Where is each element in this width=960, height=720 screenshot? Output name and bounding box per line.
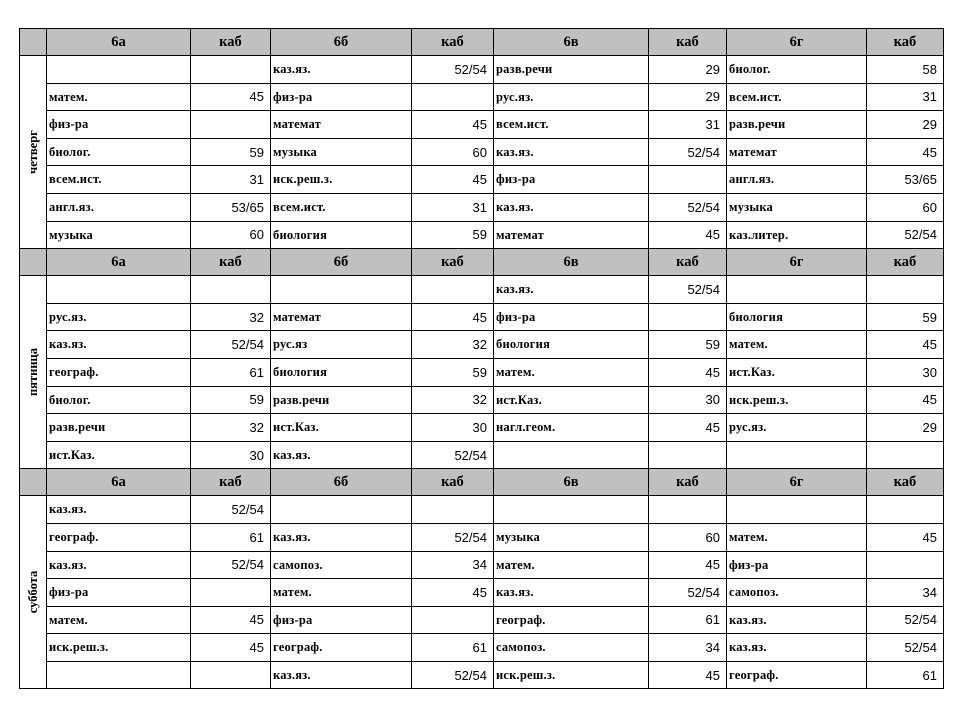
subject-cell: каз.яз. [727, 634, 867, 662]
subject-cell: ист.Каз. [727, 358, 867, 386]
subject-cell [727, 441, 867, 469]
subject-cell: каз.яз. [271, 441, 412, 469]
room-cell: 45 [867, 523, 944, 551]
subject-cell: биология [271, 221, 412, 249]
subject-cell: биология [494, 331, 649, 359]
table-row [20, 634, 944, 662]
room-cell: 59 [649, 331, 727, 359]
table-row [20, 386, 944, 414]
subject-cell [494, 441, 649, 469]
header-row [20, 249, 944, 276]
subject-cell: матем. [727, 331, 867, 359]
class-header: 6а [47, 29, 191, 56]
header-row [20, 469, 944, 496]
room-cell: 59 [867, 303, 944, 331]
room-header: каб [649, 29, 727, 56]
subject-cell [271, 276, 412, 304]
subject-cell: рус.яз [271, 331, 412, 359]
subject-cell: матем. [494, 551, 649, 579]
room-cell: 59 [412, 358, 494, 386]
room-cell: 52/54 [412, 523, 494, 551]
class-header: 6б [271, 29, 412, 56]
table-row [20, 56, 944, 84]
room-cell [867, 551, 944, 579]
table-row [20, 551, 944, 579]
room-header: каб [191, 249, 271, 276]
subject-cell: каз.яз. [47, 331, 191, 359]
room-cell: 45 [412, 579, 494, 607]
room-cell: 45 [649, 661, 727, 689]
room-cell [412, 83, 494, 111]
room-header: каб [867, 29, 944, 56]
subject-cell: иск.реш.з. [494, 661, 649, 689]
room-cell: 53/65 [867, 166, 944, 194]
table-row [20, 138, 944, 166]
room-cell: 30 [649, 386, 727, 414]
room-cell: 32 [191, 414, 271, 442]
subject-cell: географ. [47, 358, 191, 386]
room-cell: 52/54 [649, 138, 727, 166]
subject-cell: всем.ист. [727, 83, 867, 111]
room-cell: 34 [412, 551, 494, 579]
room-cell: 61 [412, 634, 494, 662]
room-cell: 32 [412, 331, 494, 359]
subject-cell: рус.яз. [494, 83, 649, 111]
room-header: каб [412, 249, 494, 276]
table-row [20, 661, 944, 689]
room-cell: 60 [649, 523, 727, 551]
room-cell: 34 [867, 579, 944, 607]
room-cell: 52/54 [867, 606, 944, 634]
table-row [20, 303, 944, 331]
table-row [20, 496, 944, 524]
room-cell: 45 [867, 331, 944, 359]
room-cell: 52/54 [191, 331, 271, 359]
table-row [20, 331, 944, 359]
subject-cell [727, 276, 867, 304]
room-cell: 32 [412, 386, 494, 414]
subject-cell: ист.Каз. [47, 441, 191, 469]
table-row [20, 276, 944, 304]
table-row [20, 414, 944, 442]
day-label: четверг [25, 130, 40, 174]
room-cell: 58 [867, 56, 944, 84]
room-cell [412, 276, 494, 304]
room-cell: 52/54 [412, 661, 494, 689]
room-header: каб [191, 469, 271, 496]
subject-cell: матем. [47, 83, 191, 111]
room-cell [867, 496, 944, 524]
room-cell: 31 [412, 193, 494, 221]
day-label: суббота [25, 571, 40, 614]
subject-cell: всем.ист. [494, 111, 649, 139]
subject-cell: музыка [494, 523, 649, 551]
room-cell [649, 166, 727, 194]
subject-cell: физ-ра [727, 551, 867, 579]
table-row [20, 166, 944, 194]
subject-cell: разв.речи [47, 414, 191, 442]
day-cell [20, 56, 47, 249]
room-cell: 45 [191, 83, 271, 111]
subject-cell: всем.ист. [47, 166, 191, 194]
room-cell: 61 [867, 661, 944, 689]
header-corner [20, 249, 47, 276]
subject-cell: биолог. [47, 386, 191, 414]
subject-cell: самопоз. [271, 551, 412, 579]
subject-cell: математ [271, 303, 412, 331]
room-cell: 31 [191, 166, 271, 194]
subject-cell: каз.яз. [727, 606, 867, 634]
subject-cell: каз.яз. [494, 138, 649, 166]
subject-cell: нагл.геом. [494, 414, 649, 442]
room-cell: 31 [649, 111, 727, 139]
class-header: 6а [47, 249, 191, 276]
room-cell: 60 [867, 193, 944, 221]
room-cell: 45 [191, 606, 271, 634]
subject-cell: географ. [271, 634, 412, 662]
room-header: каб [867, 249, 944, 276]
room-cell: 59 [191, 386, 271, 414]
room-cell: 45 [867, 138, 944, 166]
room-cell: 29 [867, 414, 944, 442]
subject-cell: каз.яз. [494, 579, 649, 607]
room-cell: 52/54 [191, 551, 271, 579]
table-row [20, 193, 944, 221]
subject-cell: музыка [271, 138, 412, 166]
class-header: 6г [727, 249, 867, 276]
room-cell: 52/54 [649, 579, 727, 607]
room-cell: 31 [867, 83, 944, 111]
subject-cell: иск.реш.з. [271, 166, 412, 194]
room-cell: 45 [867, 386, 944, 414]
subject-cell: географ. [47, 523, 191, 551]
subject-cell: каз.яз. [47, 496, 191, 524]
table-row [20, 579, 944, 607]
schedule-table [19, 28, 944, 689]
room-cell [191, 111, 271, 139]
subject-cell: рус.яз. [727, 414, 867, 442]
subject-cell: физ-ра [494, 303, 649, 331]
table-row [20, 83, 944, 111]
room-header: каб [649, 469, 727, 496]
room-cell: 52/54 [649, 193, 727, 221]
subject-cell: географ. [494, 606, 649, 634]
room-cell [412, 606, 494, 634]
room-cell: 45 [191, 634, 271, 662]
room-header: каб [412, 469, 494, 496]
room-cell [649, 441, 727, 469]
room-cell: 52/54 [412, 441, 494, 469]
header-corner [20, 29, 47, 56]
room-cell: 30 [412, 414, 494, 442]
table-row [20, 111, 944, 139]
room-cell: 45 [412, 166, 494, 194]
subject-cell: математ [494, 221, 649, 249]
subject-cell: физ-ра [47, 579, 191, 607]
subject-cell: каз.яз. [271, 56, 412, 84]
subject-cell: географ. [727, 661, 867, 689]
room-cell: 29 [867, 111, 944, 139]
subject-cell: иск.реш.з. [727, 386, 867, 414]
schedule-body [20, 29, 944, 689]
room-cell: 34 [649, 634, 727, 662]
room-cell: 30 [867, 358, 944, 386]
subject-cell: математ [727, 138, 867, 166]
class-header: 6в [494, 469, 649, 496]
table-row [20, 523, 944, 551]
subject-cell [47, 276, 191, 304]
room-cell: 61 [649, 606, 727, 634]
subject-cell: всем.ист. [271, 193, 412, 221]
subject-cell: разв.речи [271, 386, 412, 414]
room-cell [412, 496, 494, 524]
room-header: каб [412, 29, 494, 56]
room-cell: 29 [649, 56, 727, 84]
header-row [20, 29, 944, 56]
subject-cell: биолог. [727, 56, 867, 84]
subject-cell: музыка [727, 193, 867, 221]
subject-cell: англ.яз. [727, 166, 867, 194]
subject-cell [47, 56, 191, 84]
room-cell: 45 [412, 303, 494, 331]
room-cell: 52/54 [191, 496, 271, 524]
class-header: 6б [271, 469, 412, 496]
room-cell [649, 303, 727, 331]
room-cell: 61 [191, 523, 271, 551]
room-cell [191, 579, 271, 607]
subject-cell: разв.речи [727, 111, 867, 139]
room-cell: 45 [649, 551, 727, 579]
subject-cell: музыка [47, 221, 191, 249]
subject-cell: каз.яз. [271, 661, 412, 689]
subject-cell: рус.яз. [47, 303, 191, 331]
subject-cell: физ-ра [271, 606, 412, 634]
room-header: каб [649, 249, 727, 276]
subject-cell [271, 496, 412, 524]
class-header: 6г [727, 29, 867, 56]
subject-cell [47, 661, 191, 689]
room-cell [191, 276, 271, 304]
subject-cell: физ-ра [494, 166, 649, 194]
day-cell [20, 496, 47, 689]
room-cell: 59 [412, 221, 494, 249]
room-cell: 61 [191, 358, 271, 386]
subject-cell: каз.литер. [727, 221, 867, 249]
subject-cell: биолог. [47, 138, 191, 166]
room-cell [649, 496, 727, 524]
subject-cell: биология [727, 303, 867, 331]
day-label: пятница [25, 348, 40, 397]
day-cell [20, 276, 47, 469]
room-cell: 59 [191, 138, 271, 166]
subject-cell [727, 496, 867, 524]
subject-cell: каз.яз. [494, 276, 649, 304]
subject-cell: ист.Каз. [271, 414, 412, 442]
class-header: 6в [494, 29, 649, 56]
subject-cell: физ-ра [47, 111, 191, 139]
subject-cell: физ-ра [271, 83, 412, 111]
room-cell: 52/54 [867, 221, 944, 249]
room-header: каб [867, 469, 944, 496]
table-row [20, 221, 944, 249]
table-row [20, 358, 944, 386]
class-header: 6в [494, 249, 649, 276]
subject-cell: самопоз. [494, 634, 649, 662]
subject-cell: матем. [494, 358, 649, 386]
room-cell: 52/54 [412, 56, 494, 84]
room-cell: 29 [649, 83, 727, 111]
subject-cell: биология [271, 358, 412, 386]
table-row [20, 606, 944, 634]
subject-cell: матем. [47, 606, 191, 634]
room-cell: 45 [649, 221, 727, 249]
room-cell: 45 [649, 358, 727, 386]
room-cell: 60 [412, 138, 494, 166]
subject-cell: матем. [271, 579, 412, 607]
class-header: 6а [47, 469, 191, 496]
subject-cell [494, 496, 649, 524]
room-cell: 60 [191, 221, 271, 249]
room-cell: 30 [191, 441, 271, 469]
room-cell [867, 276, 944, 304]
header-corner [20, 469, 47, 496]
room-cell: 32 [191, 303, 271, 331]
room-cell: 45 [412, 111, 494, 139]
room-cell: 53/65 [191, 193, 271, 221]
room-cell: 45 [649, 414, 727, 442]
room-cell: 52/54 [649, 276, 727, 304]
subject-cell: каз.яз. [494, 193, 649, 221]
subject-cell: матем. [727, 523, 867, 551]
class-header: 6г [727, 469, 867, 496]
table-row [20, 441, 944, 469]
subject-cell: ист.Каз. [494, 386, 649, 414]
room-cell [867, 441, 944, 469]
subject-cell: иск.реш.з. [47, 634, 191, 662]
subject-cell: каз.яз. [271, 523, 412, 551]
subject-cell: англ.яз. [47, 193, 191, 221]
room-cell [191, 661, 271, 689]
subject-cell: каз.яз. [47, 551, 191, 579]
room-cell: 52/54 [867, 634, 944, 662]
subject-cell: математ [271, 111, 412, 139]
room-header: каб [191, 29, 271, 56]
room-cell [191, 56, 271, 84]
subject-cell: самопоз. [727, 579, 867, 607]
subject-cell: разв.речи [494, 56, 649, 84]
class-header: 6б [271, 249, 412, 276]
